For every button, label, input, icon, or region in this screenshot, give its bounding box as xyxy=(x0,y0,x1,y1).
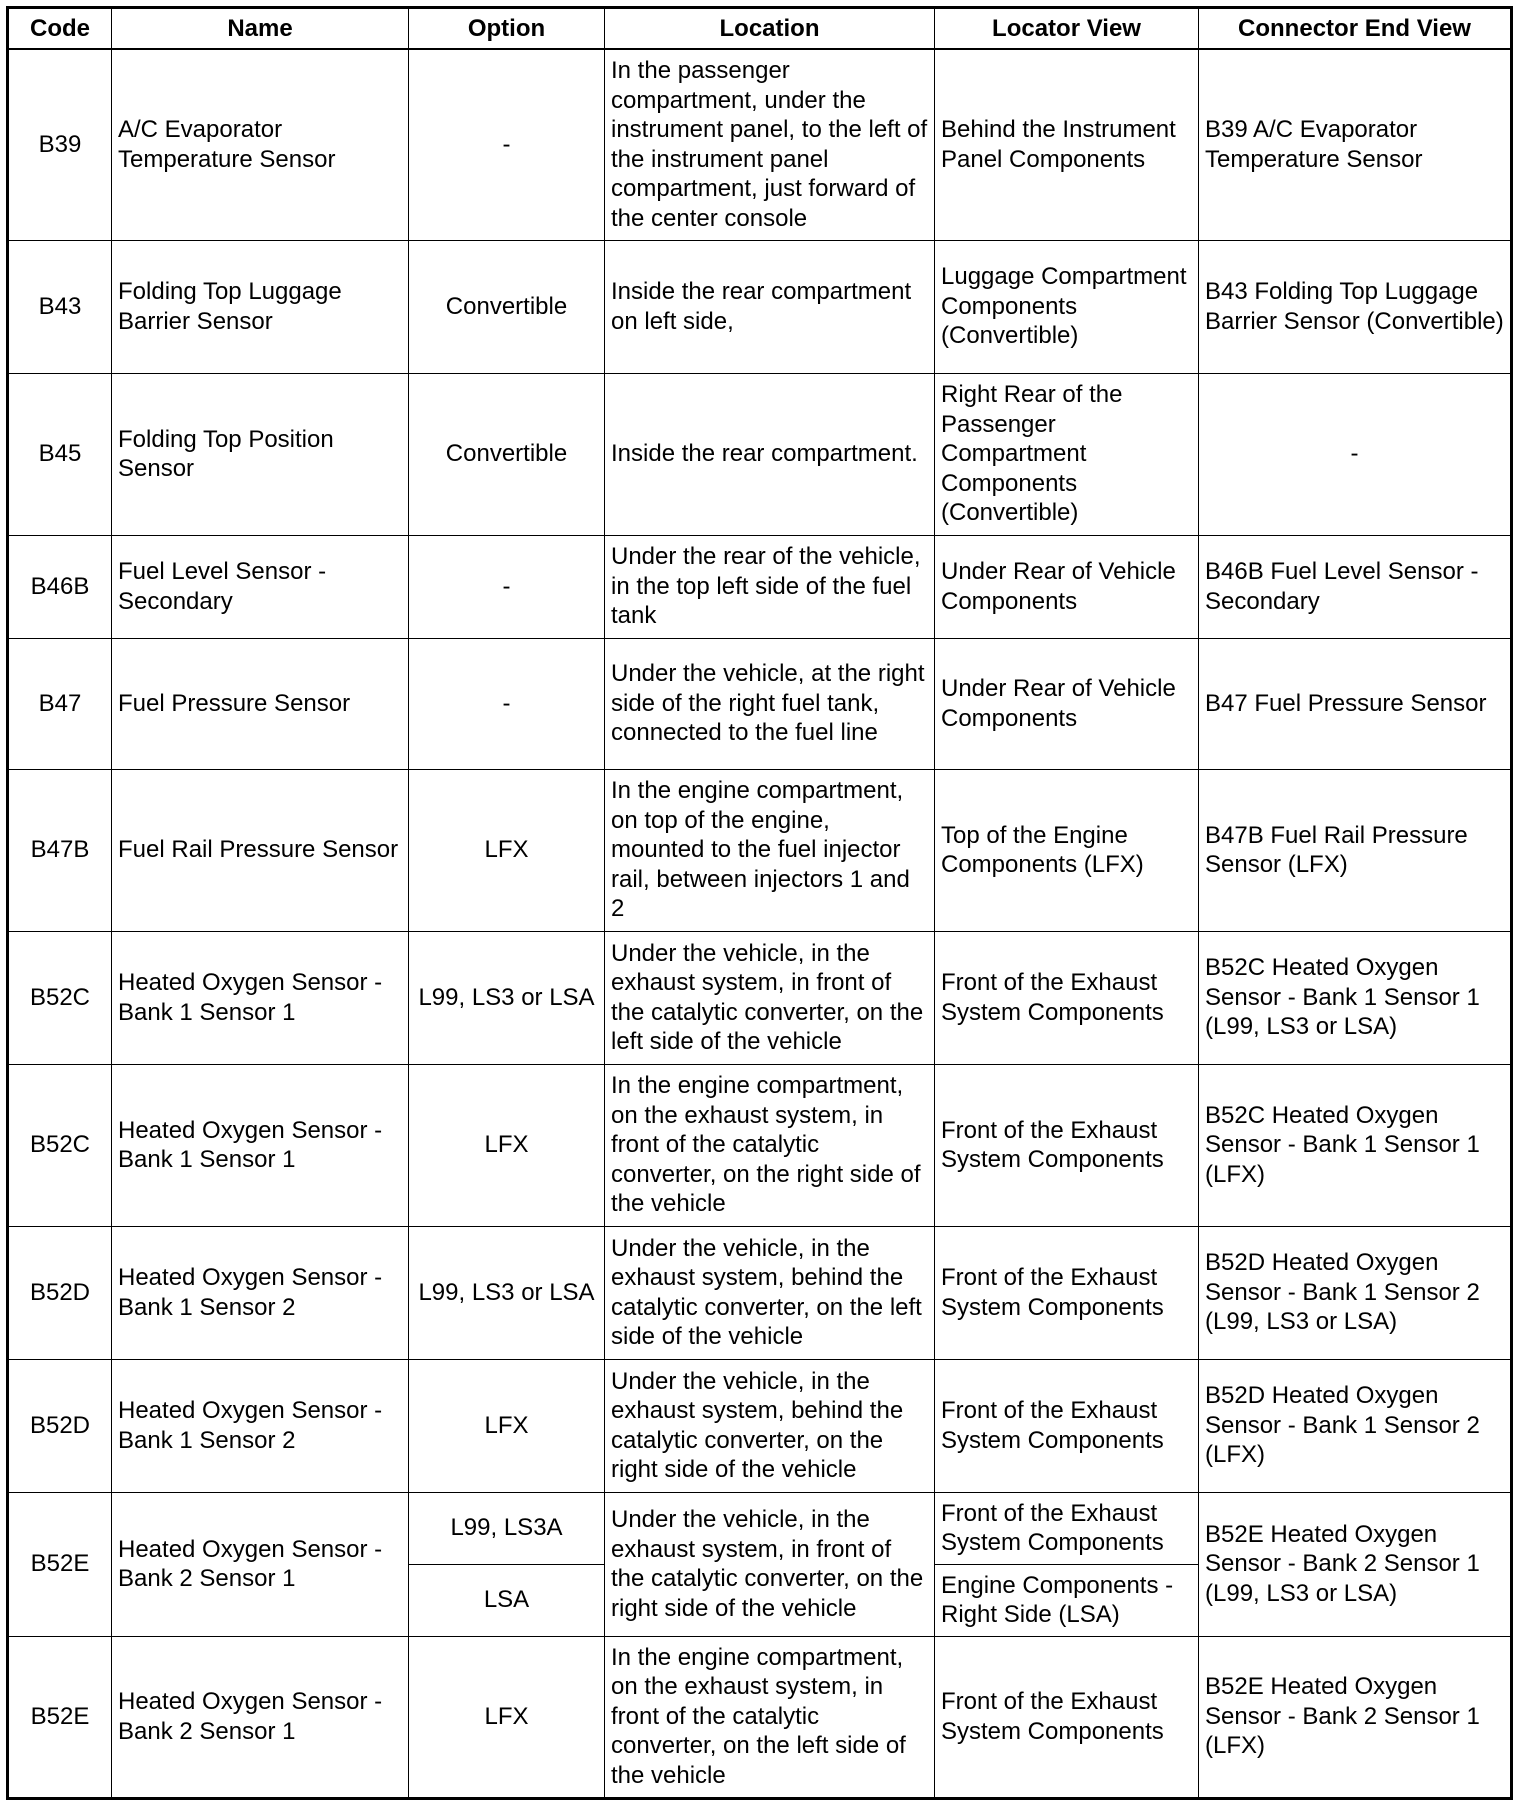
cell-locator-view: Front of the Exhaust System Components xyxy=(935,931,1199,1064)
cell-code: B52C xyxy=(8,931,112,1064)
cell-locator-view: Under Rear of Vehicle Components xyxy=(935,638,1199,769)
cell-locator-view: Front of the Exhaust System Components xyxy=(935,1064,1199,1226)
table-row xyxy=(8,638,1512,769)
cell-locator-view-a: Front of the Exhaust System Components xyxy=(935,1492,1199,1564)
cell-code: B52C xyxy=(8,1064,112,1226)
cell-code: B52E xyxy=(8,1636,112,1798)
cell-code: B52D xyxy=(8,1226,112,1359)
cell-location: Inside the rear compartment. xyxy=(605,373,935,535)
table-row xyxy=(8,49,1512,240)
table-row xyxy=(8,931,1512,1064)
header-location: Location xyxy=(605,8,935,50)
component-locator-table xyxy=(6,6,1513,1800)
cell-name: Folding Top Position Sensor xyxy=(112,373,409,535)
header-locator-view: Locator View xyxy=(935,8,1199,50)
cell-name: Heated Oxygen Sensor - Bank 1 Sensor 1 xyxy=(112,1064,409,1226)
cell-connector-end-view: B47 Fuel Pressure Sensor xyxy=(1199,638,1512,769)
cell-locator-view: Right Rear of the Passenger Compartment Components (Convertible) xyxy=(935,373,1199,535)
cell-option: L99, LS3 or LSA xyxy=(409,931,605,1064)
cell-option: L99, LS3 or LSA xyxy=(409,1226,605,1359)
cell-location: In the engine compartment, on the exhaust system, in front of the catalytic converter, on the left side of the vehicle xyxy=(605,1636,935,1798)
table-row xyxy=(8,1064,1512,1226)
cell-locator-view: Luggage Compartment Components (Convertible) xyxy=(935,240,1199,373)
cell-name: Heated Oxygen Sensor - Bank 2 Sensor 1 xyxy=(112,1636,409,1798)
cell-locator-view: Front of the Exhaust System Components xyxy=(935,1226,1199,1359)
cell-option: LFX xyxy=(409,769,605,931)
cell-location: Under the vehicle, in the exhaust system, in front of the catalytic converter, on the left side of the vehicle xyxy=(605,931,935,1064)
cell-option-b: LSA xyxy=(409,1564,605,1636)
cell-name: Heated Oxygen Sensor - Bank 1 Sensor 2 xyxy=(112,1226,409,1359)
cell-location: Under the vehicle, in the exhaust system, behind the catalytic converter, on the right side of the vehicle xyxy=(605,1359,935,1492)
cell-name: Heated Oxygen Sensor - Bank 1 Sensor 1 xyxy=(112,931,409,1064)
header-row xyxy=(8,8,1512,50)
cell-locator-view-b: Engine Components - Right Side (LSA) xyxy=(935,1564,1199,1636)
cell-location: Under the vehicle, in the exhaust system, behind the catalytic converter, on the left side of the vehicle xyxy=(605,1226,935,1359)
cell-connector-end-view: B46B Fuel Level Sensor - Secondary xyxy=(1199,535,1512,638)
cell-location: Inside the rear compartment on left side, xyxy=(605,240,935,373)
header-connector-end-view: Connector End View xyxy=(1199,8,1512,50)
cell-connector-end-view: - xyxy=(1199,373,1512,535)
cell-code: B43 xyxy=(8,240,112,373)
cell-code: B45 xyxy=(8,373,112,535)
cell-location: In the engine compartment, on top of the engine, mounted to the fuel injector rail, between injectors 1 and 2 xyxy=(605,769,935,931)
cell-code: B39 xyxy=(8,49,112,240)
component-locator-table-wrapper xyxy=(6,6,1510,1800)
cell-name: Heated Oxygen Sensor - Bank 2 Sensor 1 xyxy=(112,1492,409,1636)
table-row xyxy=(8,373,1512,535)
cell-code: B52E xyxy=(8,1492,112,1636)
cell-connector-end-view: B52C Heated Oxygen Sensor - Bank 1 Sensor 1 (L99, LS3 or LSA) xyxy=(1199,931,1512,1064)
cell-location: In the passenger compartment, under the instrument panel, to the left of the instrument panel compartment, just forward of the center console xyxy=(605,49,935,240)
cell-code: B46B xyxy=(8,535,112,638)
cell-option: - xyxy=(409,49,605,240)
table-row xyxy=(8,535,1512,638)
cell-name: Fuel Rail Pressure Sensor xyxy=(112,769,409,931)
cell-name: Heated Oxygen Sensor - Bank 1 Sensor 2 xyxy=(112,1359,409,1492)
header-option: Option xyxy=(409,8,605,50)
cell-connector-end-view: B52E Heated Oxygen Sensor - Bank 2 Sensor 1 (L99, LS3 or LSA) xyxy=(1199,1492,1512,1636)
cell-locator-view: Behind the Instrument Panel Components xyxy=(935,49,1199,240)
cell-locator-view: Front of the Exhaust System Components xyxy=(935,1359,1199,1492)
cell-connector-end-view: B47B Fuel Rail Pressure Sensor (LFX) xyxy=(1199,769,1512,931)
cell-option: LFX xyxy=(409,1359,605,1492)
cell-option: LFX xyxy=(409,1064,605,1226)
cell-connector-end-view: B52C Heated Oxygen Sensor - Bank 1 Sensor 1 (LFX) xyxy=(1199,1064,1512,1226)
cell-option-a: L99, LS3A xyxy=(409,1492,605,1564)
cell-option: - xyxy=(409,638,605,769)
table-row xyxy=(8,240,1512,373)
cell-locator-view: Top of the Engine Components (LFX) xyxy=(935,769,1199,931)
cell-option: Convertible xyxy=(409,373,605,535)
table-row xyxy=(8,1492,1512,1564)
cell-option: - xyxy=(409,535,605,638)
cell-location: Under the vehicle, at the right side of the right fuel tank, connected to the fuel line xyxy=(605,638,935,769)
cell-locator-view: Under Rear of Vehicle Components xyxy=(935,535,1199,638)
cell-name: Folding Top Luggage Barrier Sensor xyxy=(112,240,409,373)
header-code: Code xyxy=(8,8,112,50)
cell-option: LFX xyxy=(409,1636,605,1798)
table-row xyxy=(8,769,1512,931)
cell-connector-end-view: B43 Folding Top Luggage Barrier Sensor (Convertible) xyxy=(1199,240,1512,373)
cell-name: Fuel Pressure Sensor xyxy=(112,638,409,769)
cell-location: Under the vehicle, in the exhaust system, in front of the catalytic converter, on the right side of the vehicle xyxy=(605,1492,935,1636)
cell-option: Convertible xyxy=(409,240,605,373)
cell-locator-view: Front of the Exhaust System Components xyxy=(935,1636,1199,1798)
table-row xyxy=(8,1636,1512,1798)
cell-connector-end-view: B52D Heated Oxygen Sensor - Bank 1 Sensor 2 (L99, LS3 or LSA) xyxy=(1199,1226,1512,1359)
table-row xyxy=(8,1226,1512,1359)
cell-name: Fuel Level Sensor - Secondary xyxy=(112,535,409,638)
table-row xyxy=(8,1359,1512,1492)
cell-connector-end-view: B52D Heated Oxygen Sensor - Bank 1 Sensor 2 (LFX) xyxy=(1199,1359,1512,1492)
cell-name: A/C Evaporator Temperature Sensor xyxy=(112,49,409,240)
cell-location: In the engine compartment, on the exhaust system, in front of the catalytic converter, on the right side of the vehicle xyxy=(605,1064,935,1226)
cell-location: Under the rear of the vehicle, in the top left side of the fuel tank xyxy=(605,535,935,638)
cell-connector-end-view: B39 A/C Evaporator Temperature Sensor xyxy=(1199,49,1512,240)
header-name: Name xyxy=(112,8,409,50)
cell-code: B52D xyxy=(8,1359,112,1492)
cell-connector-end-view: B52E Heated Oxygen Sensor - Bank 2 Sensor 1 (LFX) xyxy=(1199,1636,1512,1798)
cell-code: B47 xyxy=(8,638,112,769)
cell-code: B47B xyxy=(8,769,112,931)
